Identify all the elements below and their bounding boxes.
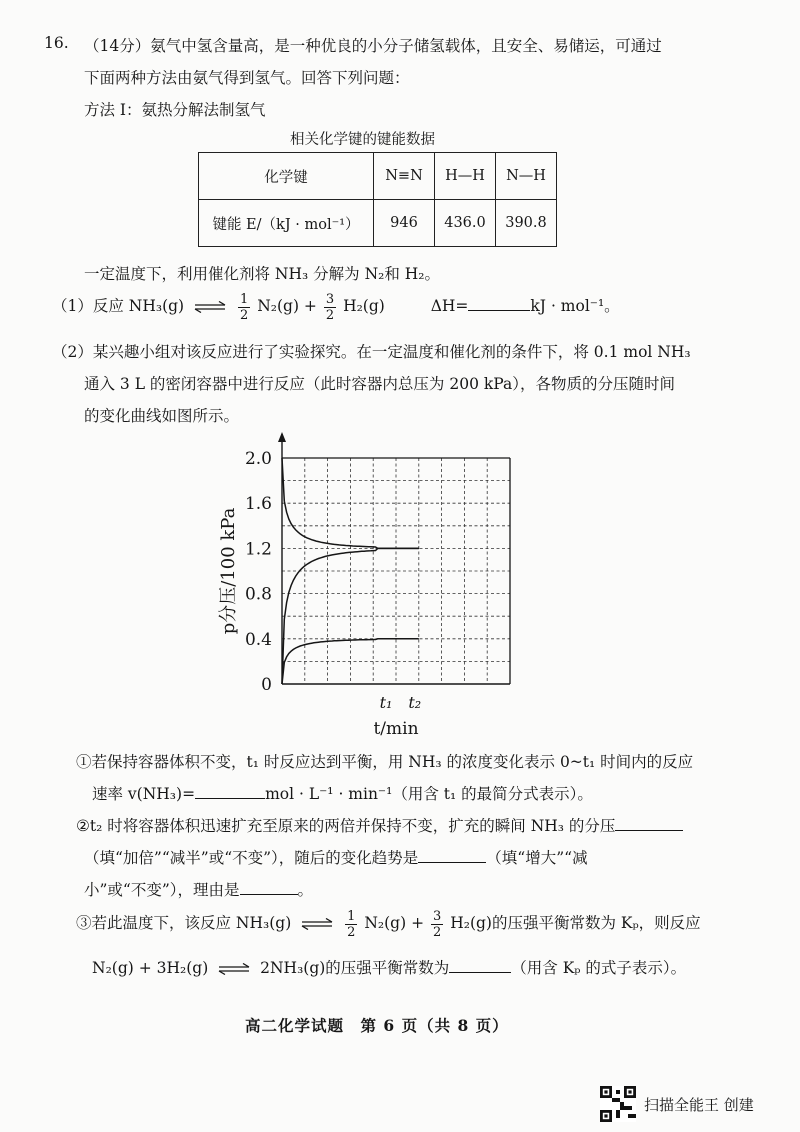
part2-line3: 的变化曲线如图所示。 — [84, 407, 240, 425]
y-tick-label: 0 — [261, 675, 272, 695]
fraction-half: $\frac{1}{2}$ — [239, 291, 249, 323]
x-axis-label: t/min — [373, 719, 419, 739]
y-tick-label: 0.8 — [244, 584, 272, 605]
x-tick-label: t₁ — [379, 693, 393, 712]
table-cell: 键能 E/（kJ · mol⁻¹） — [199, 200, 374, 247]
partial-pressure-chart — [200, 428, 530, 740]
sub1-line1: ①若保持容器体积不变，t₁ 时反应达到平衡，用 NH₃ 的浓度变化表示 0~t₁ 时间内的反应 — [76, 753, 694, 771]
table-cell: 436.0 — [435, 200, 496, 247]
scanner-watermark — [600, 1086, 754, 1122]
answer-blank[interactable] — [468, 310, 530, 311]
method1-title: 方法 I：氨热分解法制氢气 — [84, 101, 266, 119]
fraction-three-halves: $\frac{3}{2}$ — [325, 291, 335, 323]
x-tick-label: t₂ — [408, 693, 422, 712]
part1-n2: N₂(g) + — [257, 297, 317, 315]
part1-delta-h: ΔH= — [430, 297, 469, 315]
table-row — [199, 200, 557, 247]
equilibrium-arrow-icon — [193, 301, 227, 313]
y-tick-label: 2.0 — [244, 449, 272, 469]
answer-blank[interactable] — [615, 830, 683, 831]
chart-labels — [218, 449, 421, 739]
sub2-text: ②t₂ 时将容器体积迅速扩充至原来的两倍并保持不变，扩充的瞬间 NH₃ 的分压 — [76, 817, 616, 835]
table-cell: N—H — [496, 153, 557, 200]
question-header-line1: （14分）氨气中氢含量高，是一种优良的小分子储氢载体，且安全、易储运，可通过 — [84, 37, 662, 55]
fraction-three-halves: $\frac{3}{2}$ — [433, 908, 442, 940]
chart-grid — [282, 458, 510, 684]
sub3-line2 — [92, 956, 686, 978]
table-cell: 946 — [374, 200, 435, 247]
part1-h2: H₂(g) — [343, 297, 385, 315]
answer-blank[interactable] — [418, 862, 486, 863]
sub3-line1 — [76, 906, 701, 940]
part1-equation — [52, 290, 620, 323]
table-cell: N≡N — [374, 153, 435, 200]
question-header-line2: 下面两种方法由氨气得到氢气。回答下列问题： — [84, 69, 410, 87]
watermark-text: 扫描全能王 创建 — [644, 1095, 754, 1114]
y-tick-label: 1.6 — [244, 494, 272, 515]
table-caption: 相关化学键的键能数据 — [290, 132, 435, 148]
y-tick-label: 0.4 — [244, 629, 272, 650]
sub1-unit: mol · L⁻¹ · min⁻¹（用含 t₁ 的最简分式表示）。 — [265, 785, 593, 803]
part1-unit: kJ · mol⁻¹。 — [530, 297, 620, 315]
sub1-rate-label: 速率 v(NH₃)= — [92, 785, 196, 803]
table-cell: H—H — [435, 153, 496, 200]
table-cell: 390.8 — [496, 200, 557, 247]
sub2-line3 — [84, 878, 313, 900]
sub2-text: 小”或“不变”），理由是 — [84, 881, 240, 899]
sub3-text: ③若此温度下，该反应 NH₃(g) — [76, 914, 292, 932]
equilibrium-arrow-icon — [217, 963, 251, 975]
part1-label: （1）反应 NH₃(g) — [52, 297, 185, 315]
sub2-line2 — [84, 846, 588, 868]
sub2-text: （填“增大”“减 — [486, 849, 588, 867]
answer-blank[interactable] — [240, 894, 298, 895]
sub3-text: N₂(g) + 3H₂(g) — [92, 959, 209, 977]
answer-blank[interactable] — [195, 798, 265, 799]
sub3-n2: N₂(g) + — [364, 914, 425, 932]
page-footer: 高二化学试题 第 6 页（共 8 页） — [245, 1016, 509, 1035]
equilibrium-arrow-icon — [300, 918, 334, 930]
chart-axes — [278, 432, 510, 684]
question-number: 16. — [44, 34, 69, 52]
part2-line1: （2）某兴趣小组对该反应进行了实验探究。在一定温度和催化剂的条件下，将 0.1 mol NH₃ — [52, 343, 691, 361]
y-axis-label: p分压/100 kPa — [218, 507, 239, 635]
sub1-line2 — [92, 782, 593, 804]
part2-line2: 通入 3 L 的密闭容器中进行反应（此时容器内总压为 200 kPa），各物质的分压随时间 — [84, 375, 675, 393]
sub2-text: （填“加倍”“减半”或“不变”），随后的变化趋势是 — [84, 849, 419, 867]
intro-text: 一定温度下，利用催化剂将 NH₃ 分解为 N₂和 H₂。 — [84, 265, 441, 283]
qr-code-icon — [600, 1086, 636, 1122]
y-axis-arrow-icon — [278, 432, 286, 442]
y-tick-label: 1.2 — [244, 539, 272, 560]
table-cell: 化学键 — [199, 153, 374, 200]
table-row — [199, 153, 557, 200]
sub2-text: 。 — [297, 881, 314, 899]
answer-blank[interactable] — [449, 972, 511, 973]
sub3-h2: H₂(g)的压强平衡常数为 Kₚ，则反应 — [450, 914, 701, 932]
sub3-text: 2NH₃(g)的压强平衡常数为 — [260, 959, 450, 977]
fraction-half: $\frac{1}{2}$ — [347, 908, 356, 940]
sub3-text: （用含 Kₚ 的式子表示）。 — [511, 959, 687, 977]
bond-energy-table — [198, 152, 557, 247]
sub2-line1 — [76, 814, 683, 836]
